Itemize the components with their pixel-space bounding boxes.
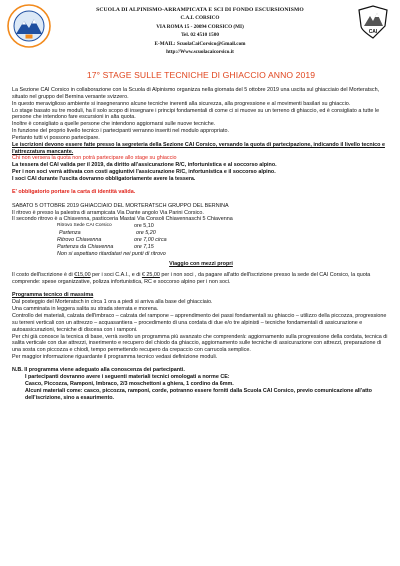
nb-list: [25, 374, 390, 401]
intro-paragraph-6: Pertanto tutti vi possono partecipare.: [12, 134, 100, 141]
intro-paragraph-4: Inoltre è consigliato a quelle persone che intendono aggiornarsi sulle nuove tecniche.: [12, 121, 216, 128]
svg-text:CAI: CAI: [368, 29, 378, 35]
schedule-time: ore 7,15: [134, 243, 154, 250]
nb-line-2: Casco, Piccozza, Ramponi, Imbraco, 2/3 moschettoni a ghiera, 1 cordino da 6mm.: [25, 381, 234, 388]
schedule-time: ore 5,10: [134, 223, 154, 230]
intro-paragraph-3: Lo stage basato su tre moduli, ha il solo scopo di insegnare i principi fondamentali di come ci si muove su un terreno di ghiaccio, ed è consigliato a tutte le persone che intendono fare escursioni in alta quota.: [12, 107, 380, 121]
email[interactable]: E-MAIL: ScuolaCaiCorsico@Gmail.com: [154, 40, 246, 47]
phone: Tel. 02 4510 1500: [181, 32, 219, 39]
school-logo: [7, 4, 51, 48]
programma-line-4: Per chi già conosce la tecnica di base, verrà svolto un programma più avanzato che comprenderà: aggiornamento sulla progressione della cordata, tecnica di salita verticale con due attrezzi, inserimento e recupero del chiodo da ghiaccio, aggiornamento sulle tecniche di assicurazione con attrezzi, preparazione di una sosta con piccozza e chiodi, tempo permettendo recupero da crepaccio con carrucola semplice.: [12, 333, 388, 354]
nb-line-3: Alcuni materiali come: casco, piccozza, ramponi, corde, potranno essere forniti dalla Scuola CAI Corsico, previo comunicazione all'atto dell'iscrizione, sino a esaurimento.: [25, 387, 372, 401]
section-name: C.A.I. CORSICO: [180, 15, 220, 22]
schedule-row: [57, 230, 390, 237]
programma-heading: Programma tecnico di massima: [12, 292, 94, 299]
schedule-row: [57, 223, 390, 230]
tessera-line-2: Per i non soci verrà attivata con costi aggiuntivi l'assicurazione R/C, infortunistica e il soccorso alpino.: [12, 169, 276, 176]
price-non-soci: € 25,00: [141, 272, 160, 279]
intro-paragraph-2: In questo meraviglioso ambiente si insegneranno alcune tecniche inerenti alla sicurezza, alla progressione e al movimenti basilari su ghiaccio.: [12, 100, 351, 107]
nb-heading: N.B. Il programma viene adeguato alla conoscenza dei partecipanti.: [12, 367, 185, 374]
programma-line-3: Controllo dei materiali, calzata dell'imbraco – calzata del rampone – apprendimento dei passi fondamentali su ghiaccio – utilizzo della piccozza, progressione su terreni verticali con un attrezzo – acquasantiera – procedimento di una cordata di due e/o tre alpinisti – tecniche fondamentali di assicurazione e autoassicurazioni, tecniche di discesa con i ramponi.: [12, 312, 387, 333]
school-name: SCUOLA DI ALPINISMO-ARRAMPICATA E SCI DI FONDO ESCURSIONISMO: [96, 7, 304, 13]
quota-warning: Chi non versera la quota non potrà partecipare allo stage su ghiaccio: [12, 155, 177, 162]
programma-line-5: Per maggior informazione riguardante il programma tecnico vedasi definizione moduli.: [12, 354, 218, 361]
programma-line-2: Una camminata in leggera salita su strada sterrata e morena.: [12, 306, 159, 313]
intro-paragraph-5: In funzione del proprio livello tecnico i partecipanti verranno inseriti nel modulo appropriato.: [12, 128, 229, 135]
iscrizioni-note: Le iscrizioni devono essere fatte presso la segreteria della Sezione CAI Corsico, versando la quota di partecipazione, indicando il livello tecnico e l'attrezzatura mancante.: [12, 141, 385, 155]
cai-logo: [355, 4, 391, 40]
document-title: 17° STAGE SULLE TECNICHE DI GHIACCIO ANNO 2019: [86, 70, 316, 80]
schedule-label: Ritrovo Sede CAI Corsico: [57, 223, 112, 229]
costo-paragraph: Il costo dell'iscrizione è di €15,00 per i soci C.A.I., e di € 25,00 per i non soci , da pagare all'atto dell'iscrizione presso la sede del CAI Corsico, la quota comprende: spese organizzative, polizza infortunistica, RC e soccorso alpino per i non soci.: [12, 272, 371, 286]
schedule: [57, 223, 390, 257]
programma-line-1: Dal posteggio del Morteratsch in circa 1 ora a piedi si arriva alla base del ghiacciaio.: [12, 299, 213, 306]
ritrovo-1: Il ritrovo è presso la palestra di arrampicata Via Dante angolo Via Parini Corsico.: [12, 209, 204, 216]
website[interactable]: http://Www.scuolacaicorsico.it: [166, 49, 234, 56]
viaggio-heading: Viaggio con mezzi propri: [169, 261, 233, 268]
schedule-note: Non si aspettano ritardatari nei punti di ritrovo: [57, 250, 166, 257]
tessera-line-3: I soci CAI durante l'uscita dovranno obbligatoriamente avere la tessera.: [12, 175, 196, 182]
schedule-label: Ritrovo Chiavenna: [57, 236, 102, 243]
document-body: [12, 70, 390, 402]
price-soci: €15,00: [74, 272, 91, 279]
tessera-line-1: La tessera del CAI valida per il 2019, da diritto all'assicurazione R/C, infortunistica e al soccorso alpino.: [12, 162, 277, 169]
carta-identita-note: E' obbligatorio portare la carta di identità valida.: [12, 189, 136, 196]
schedule-time: ore 7,00 circa: [134, 236, 167, 243]
schedule-time: ore 5,20: [136, 230, 156, 237]
school-header: [62, 6, 338, 56]
ritrovo-2: Il secondo ritrovo è a Chiavenna, pasticceria Mastai Via Consoli Chiavennaschi 5 Chiavenna: [12, 216, 233, 223]
schedule-row: [57, 237, 390, 244]
schedule-row: [57, 244, 390, 251]
intro-paragraph-1: La Sezione CAI Corsico in collaborazione con la Scuola di Alpinismo organizza nella giornata del 5 ottobre 2019 una uscita sul ghiacciaio del Morteratsch, situato nel gruppo del Bernina versante svizzero.: [12, 87, 380, 100]
schedule-label: Partenza da Chiavenna: [57, 243, 114, 250]
event-date-line: SABATO 5 OTTOBRE 2019 GHIACCIAIO DEL MORTERATSCH GRUPPO DEL BERNINA: [12, 202, 229, 209]
nb-line-1: I partecipanti dovranno avere i seguenti materiali tecnici omologati a norme CE:: [25, 374, 230, 381]
schedule-label: Partenza: [59, 230, 81, 237]
address: VIA ROMA 15 - 20094 CORSICO (MI): [156, 23, 244, 30]
